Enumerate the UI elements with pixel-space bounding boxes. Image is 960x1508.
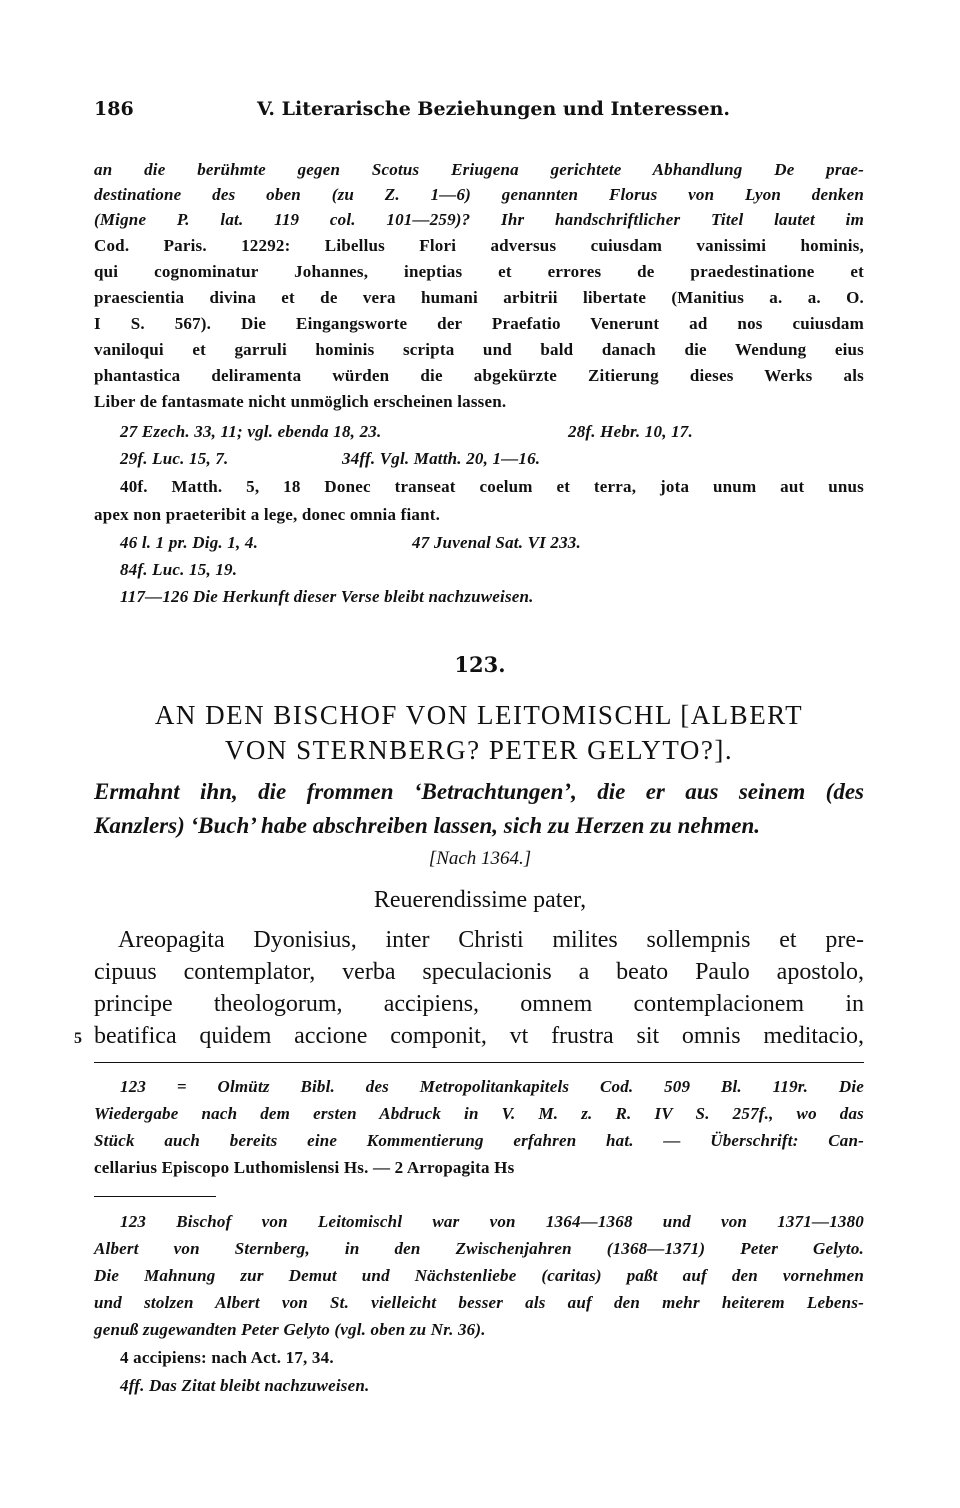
commentary-line: Albert von Sternberg, in den Zwischenjahren (1368—1371) Peter Gelyto.	[94, 1239, 864, 1258]
commentary-line: genuß zugewandten Peter Gelyto (vgl. oben zu Nr. 36).	[94, 1320, 486, 1339]
letter-title: AN DEN BISCHOF VON LEITOMISCHL [ALBERT	[154, 700, 804, 730]
commentary-line: Die Mahnung zur Demut und Nächstenliebe (caritas) paßt auf den vornehmen	[94, 1266, 864, 1285]
apparatus-line: cellarius Episcopo Luthomislensi Hs. — 2 Arropagita Hs	[94, 1158, 515, 1177]
note-line: destinatione des oben (zu Z. 1—6) genannten Florus von Lyon denken	[94, 185, 864, 204]
divider	[94, 1062, 864, 1063]
note-line: vaniloqui et garruli hominis scripta und bald danach die Wendung eius	[94, 340, 864, 359]
reference: apex non praeteribit a lege, donec omnia fiant.	[94, 505, 441, 524]
apparatus-line: 123 = Olmütz Bibl. des Metropolitankapitels Cod. 509 Bl. 119r. Die	[120, 1077, 864, 1096]
letter-text-line: Areopagita Dyonisius, inter Christi milites sollempnis et pre-	[118, 927, 864, 953]
reference: 47 Juvenal Sat. VI 233.	[412, 533, 581, 552]
note-line: an die berühmte gegen Scotus Eriugena gerichtete Abhandlung De prae-	[94, 160, 864, 179]
letter-summary: Ermahnt ihn, die frommen ‘Betrachtungen’, die er aus seinem (des	[94, 779, 864, 804]
reference: 117—126 Die Herkunft dieser Verse bleibt nachzuweisen.	[120, 587, 534, 606]
letter-summary: Kanzlers) ‘Buch’ habe abschreiben lassen, sich zu Herzen zu nehmen.	[94, 813, 761, 838]
apparatus-line: Wiedergabe nach dem ersten Abdruck in V. M. z. R. IV S. 257f., wo das	[94, 1104, 864, 1123]
note-line: phantastica deliramenta würden die abgekürzte Zitierung dieses Werks als	[94, 366, 864, 385]
letter-text-line: cipuus contemplator, verba speculacionis a beato Paulo apostolo,	[94, 959, 864, 985]
reference: 40f. Matth. 5, 18 Donec transeat coelum et terra, jota unum aut unus	[120, 477, 864, 496]
letter-text-line: beatifica quidem accione componit, vt frustra sit omnis meditacio,	[94, 1023, 864, 1049]
reference: 84f. Luc. 15, 19.	[120, 560, 238, 579]
apparatus-line: Stück auch bereits eine Kommentierung erfahren hat. — Überschrift: Can-	[94, 1131, 864, 1150]
letter-number: 123.	[454, 652, 506, 677]
commentary-line: 4 accipiens: nach Act. 17, 34.	[120, 1348, 334, 1367]
commentary-line: und stolzen Albert von St. vielleicht besser als auf den mehr heiterem Lebens-	[94, 1293, 864, 1312]
reference: 28f. Hebr. 10, 17.	[568, 422, 693, 441]
commentary-line: 4ff. Das Zitat bleibt nachzuweisen.	[120, 1376, 370, 1395]
note-line: qui cognominatur Johannes, ineptias et errores de praedestinatione et	[94, 262, 864, 281]
reference: 27 Ezech. 33, 11; vgl. ebenda 18, 23.	[120, 422, 382, 441]
letter-text-line: principe theologorum, accipiens, omnem contemplacionem in	[94, 991, 864, 1017]
letter-title: VON STERNBERG? PETER GELYTO?].	[224, 735, 734, 765]
note-line: (Migne P. lat. 119 col. 101—259)? Ihr handschriftlicher Titel lautet im	[94, 210, 864, 229]
note-line: Cod. Paris. 12292: Libellus Flori adversus cuiusdam vanissimi hominis,	[94, 236, 864, 255]
page-number: 186	[94, 98, 134, 120]
reference: 34ff. Vgl. Matth. 20, 1—16.	[342, 449, 541, 468]
running-title: V. Literarische Beziehungen und Interessen.	[257, 98, 731, 120]
note-line: praescientia divina et de vera humani arbitrii libertate (Manitius a. a. O.	[94, 288, 864, 307]
commentary-line: 123 Bischof von Leitomischl war von 1364—1368 und von 1371—1380	[120, 1212, 864, 1231]
reference: 29f. Luc. 15, 7.	[120, 449, 229, 468]
salutation: Reuerendissime pater,	[373, 887, 587, 913]
letter-date: [Nach 1364.]	[428, 848, 532, 869]
note-line: Liber de fantasmate nicht unmöglich erscheinen lassen.	[94, 392, 507, 411]
divider	[94, 1196, 216, 1197]
note-line: I S. 567). Die Eingangsworte der Praefatio Venerunt ad nos cuiusdam	[94, 314, 864, 333]
line-marker: 5	[74, 1030, 82, 1047]
reference: 46 l. 1 pr. Dig. 1, 4.	[120, 533, 259, 552]
